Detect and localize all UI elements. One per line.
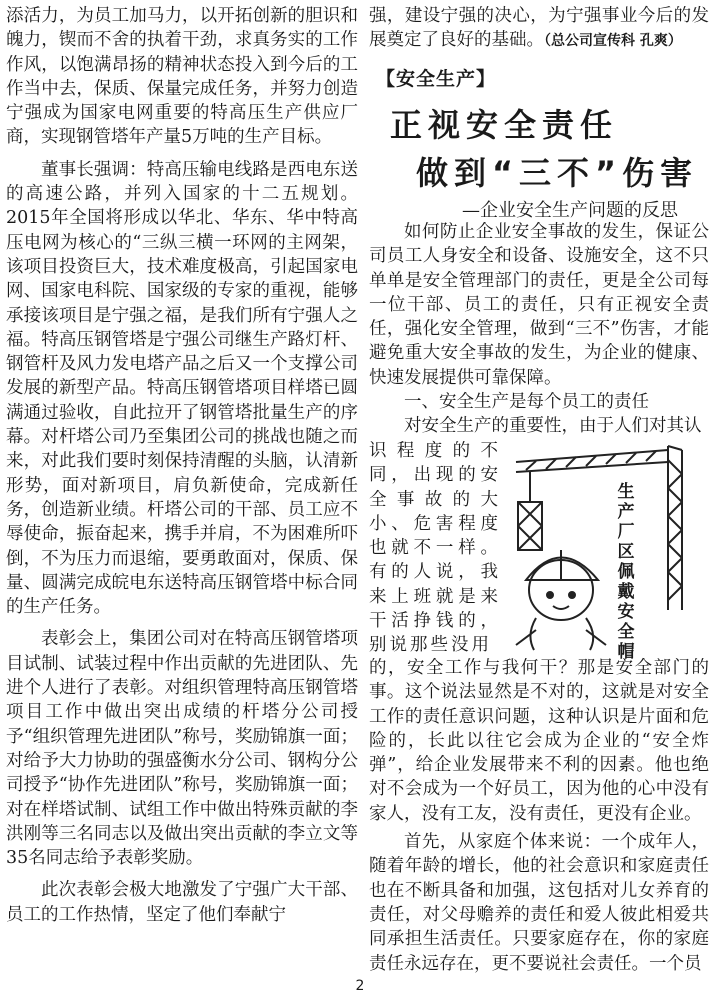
- caption-char: 区: [617, 542, 635, 562]
- right-column-top: [369, 0, 709, 54]
- section-tag: 【安全生产】: [376, 68, 497, 90]
- wrapped-text-block: [369, 439, 501, 658]
- article-intro: 如何防止企业安全事故的发生，保证公司员工人身安全和设备、设施安全，这不只单单是安全管理部门的责任，更是全公司每一位干部、员工的责任，只有正视安全责任，强化安全管理，做到“三不”伤害，才能避免重大安全事故的发生，为企业的健康、快速发展提供可靠保障。: [369, 222, 709, 388]
- caption-char: 戴: [617, 582, 635, 602]
- illustration-caption: [614, 482, 638, 662]
- page-number: 2: [355, 978, 365, 994]
- caption-char: 佩: [617, 562, 635, 582]
- left-paragraph-3: 表彰会上，集团公司对在特高压钢管塔项目试制、试装过程中作出贡献的先进团队、先进个人进行了表彰。对组织管理特高压钢管塔项目工作中做出突出成绩的杆塔分公司授予“组织管理先进团队”称号，奖励锦旗一面；对给予大力协助的强盛衡水分公司、钢构分公司授予“协作先进团队”称号，奖励锦旗一面；对在样塔试制、试组工作中做出特殊贡献的李洪刚等三名同志以及做出突出贡献的李立文等35名同志给予表彰奖励。: [6, 629, 358, 869]
- caption-char: 产: [617, 502, 635, 522]
- left-paragraph-1: 添活力，为员工加马力，以开拓创新的胆识和魄力，锲而不舍的执着干劲，求真务实的工作作风，以饱满昂扬的精神状态投入到今后的工作当中去，保质、保量完成任务，并努力创造宁强成为国家电网重要的特高压生产供应厂商，实现钢管塔年产量5万吨的生产目标。: [6, 6, 358, 148]
- left-paragraph-4: 此次表彰会极大地激发了宁强广大干部、员工的工作热情，坚定了他们奉献宁: [6, 880, 358, 925]
- article-title-line-2: 做到“三不”伤害: [416, 154, 699, 192]
- section-heading-1: 一、安全生产是每个员工的责任: [404, 392, 649, 413]
- caption-char: 生: [617, 482, 635, 502]
- crane-and-hardhat-worker-drawing-icon: [506, 440, 716, 655]
- continuation-text: [369, 4, 709, 54]
- para1-end: 的，安全工作与我何干？那是安全部门的事。这个说法显然是不对的，这就是对安全工作的责任意识问题，这种认识是片面和危险的，长此以往它会成为企业的“安全炸弹”，给企业发展带来不利的因素。他也绝对不会成为一个好员工，因为他的心中没有家人，没有工友，没有责任，更没有企业。: [369, 658, 709, 824]
- caption-char: 全: [617, 622, 635, 642]
- caption-char: 厂: [617, 522, 635, 542]
- caption-char: 安: [617, 602, 635, 622]
- para1-start: 对安全生产的重要性，由于人们对其认: [404, 416, 702, 437]
- article-credit: （总公司宣传科 孔爽）: [544, 33, 682, 50]
- article-title-line-1: 正视安全责任: [390, 106, 619, 144]
- safety-helmet-illustration: [506, 440, 716, 662]
- para1-wrapped: 识程度的不同，出现的安全事故的大小、危害程度也就不一样。有的人说，我来上班就是来干活挣钱的，别说那些没用: [369, 441, 501, 656]
- article-body-bottom: [369, 656, 709, 976]
- article-body-top: [369, 220, 709, 439]
- caption-char: 帽: [617, 642, 635, 662]
- para2: 首先，从家庭个体来说：一个成年人，随着年龄的增长，他的社会意识和家庭责任也在不断具备和加强，这包括对儿女养育的责任，对父母赡养的责任和爱人彼此相爱共同承担生活责任。只要家庭存在，你的家庭责任永远存在，更不要说社会责任。一个员: [369, 832, 709, 974]
- continuation-body: 强，建设宁强的决心，为宁强事业今后的发展奠定了良好的基础。: [369, 6, 709, 51]
- left-column: [6, 0, 358, 927]
- left-paragraph-2: 董事长强调：特高压输电线路是西电东送的高速公路，并列入国家的十二五规划。2015年全国将形成以华北、华东、华中特高压电网为核心的“三纵三横一环网的主网架，该项目投资巨大，技术难度极高，引起国家电网、国家电科院、国家级的专家的重视，能够承接该项目是宁强之福，是我们所有宁强人之福。特高压钢管塔是宁强公司继生产路灯杆、钢管杆及风力发电塔产品之后又一个支撑公司发展的新型产品。特高压钢管塔项目样塔已圆满通过验收，自此拉开了钢管塔批量生产的序幕。对杆塔公司乃至集团公司的挑战也随之而来，对此我们要时刻保持清醒的头脑，认清新形势，面对新项目，肩负新使命，完成新任务，创造新业绩。杆塔公司的干部、员工应不辱使命，振奋起来，携手并肩，不为困难所吓倒，不为压力而退缩，要勇敢面对，保质、保量、圆满完成皖电东送特高压钢管塔中标合同的生产任务。: [6, 159, 358, 618]
- article-subtitle: —企业安全生产问题的反思: [462, 200, 678, 221]
